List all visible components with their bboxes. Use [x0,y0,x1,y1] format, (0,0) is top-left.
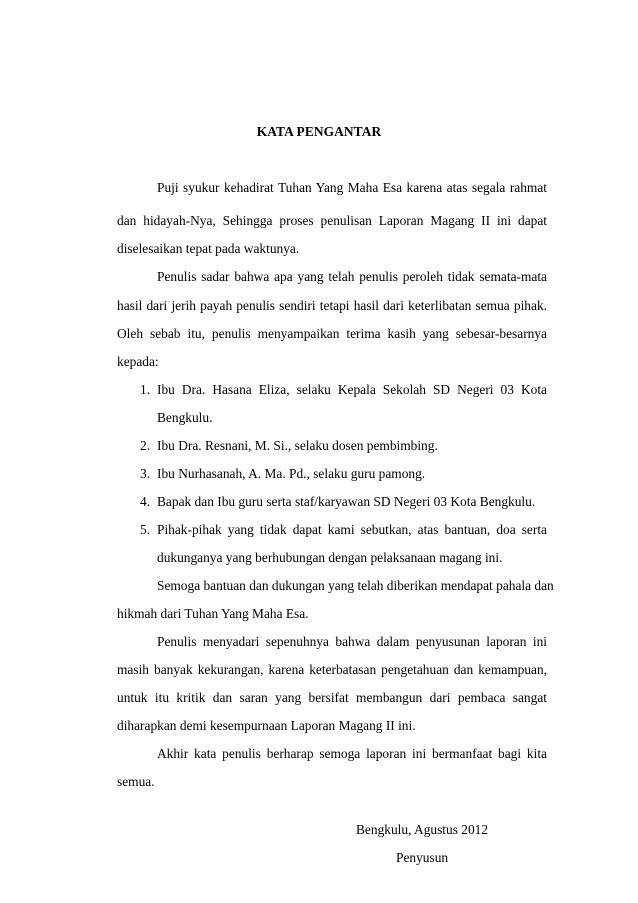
signature-place-date: Bengkulu, Agustus 2012 [356,822,489,837]
paragraph-3-line-2: hikmah dari Tuhan Yang Maha Esa. [117,606,309,621]
list-item-2-number: 2. [140,438,151,453]
list-item-5-number: 5. [140,522,151,537]
paragraph-2-line-1: Penulis sadar bahwa apa yang telah penulis peroleh tidak semata-mata [157,269,547,284]
list-item-5-line-2: dukunganya yang berhubungan dengan pelaksanaan magang ini. [157,550,503,565]
paragraph-4-line-4: diharapkan demi kesempurnaan Laporan Magang II ini. [117,718,416,733]
list-item-3-line-1: Ibu Nurhasanah, A. Ma. Pd., selaku guru pamong. [157,466,426,481]
page-title: KATA PENGANTAR [256,124,382,139]
paragraph-2-line-3: Oleh sebab itu, penulis menyampaikan terima kasih yang sebesar-besarnya [117,326,547,341]
paragraph-2-line-4: kepada: [117,354,159,369]
list-item-2-line-1: Ibu Dra. Resnani, M. Si., selaku dosen pembimbing. [157,438,438,453]
paragraph-1-line-3: diselesaikan tepat pada waktunya. [117,241,300,256]
paragraph-5-line-1: Akhir kata penulis berharap semoga laporan ini bermanfaat bagi kita [157,746,547,761]
paragraph-4-line-2: masih banyak kekurangan, karena keterbatasan pengetahuan dan kemampuan, [117,662,547,677]
paragraph-5-line-2: semua. [117,774,155,789]
paragraph-1-line-2: dan hidayah-Nya, Sehingga proses penulisan Laporan Magang II ini dapat [117,213,547,228]
paragraph-4-line-3: untuk itu kritik dan saran yang bersifat membangun dari pembaca sangat [117,690,547,705]
paragraph-1-line-1: Puji syukur kehadirat Tuhan Yang Maha Esa karena atas segala rahmat [157,180,547,195]
list-item-4-number: 4. [140,494,151,509]
list-item-3-number: 3. [140,466,151,481]
list-item-5-line-1: Pihak-pihak yang tidak dapat kami sebutkan, atas bantuan, doa serta [157,522,547,537]
paragraph-2-line-2: hasil dari jerih payah penulis sendiri tetapi hasil dari keterlibatan semua pihak. [117,298,547,313]
signature-role: Penyusun [396,850,449,865]
list-item-1-line-1: Ibu Dra. Hasana Eliza, selaku Kepala Sekolah SD Negeri 03 Kota [157,382,547,397]
list-item-4-line-1: Bapak dan Ibu guru serta staf/karyawan SD Negeri 03 Kota Bengkulu. [157,494,536,509]
list-item-1-number: 1. [140,382,151,397]
list-item-1-line-2: Bengkulu. [157,410,213,425]
paragraph-4-line-1: Penulis menyadari sepenuhnya bahwa dalam penyusunan laporan ini [157,634,547,649]
paragraph-3-line-1: Semoga bantuan dan dukungan yang telah diberikan mendapat pahala dan [157,578,554,593]
